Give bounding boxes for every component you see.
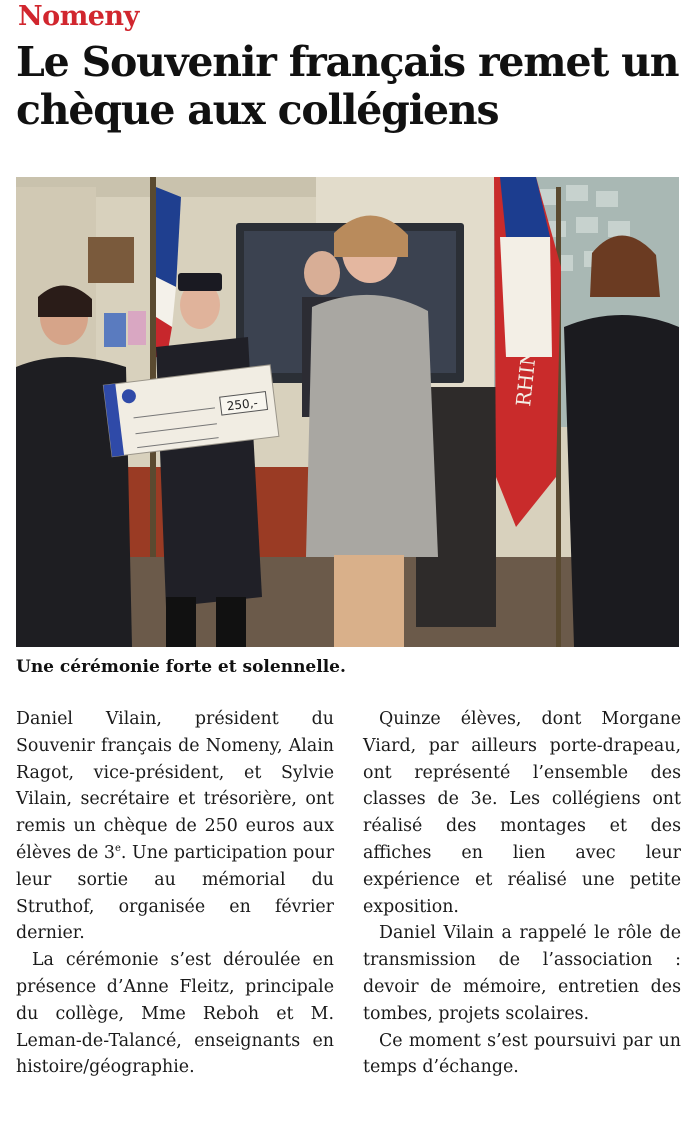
flag-text: RHIN ET DA [511,276,549,408]
body-paragraph-2: La cérémonie s’est déroulée en présence d’Anne Fleitz, principale du collège, Mme Reboh et M. Leman-de-Talancé, enseignants en histoire/géographie. [16,950,334,1078]
photo-caption: Une cérémonie forte et solennelle. [16,657,346,677]
body-paragraph-5: Ce moment s’est poursuivi par un temps d’échange. [363,1030,681,1078]
cheque-amount: 250,- [226,395,259,414]
article-column-right [363,706,681,1081]
section-kicker: Nomeny [18,1,139,32]
article-headline: Le Souvenir français remet un chèque aux collégiens [16,38,679,134]
article-column-left [16,706,334,1081]
body-paragraph-1: Daniel Vilain, président du Souvenir français de Nomeny, Alain Ragot, vice-président, et Sylvie Vilain, secrétaire et trésorière, ont remis un chèque de 250 euros aux élèves de 3e. Une participation pour leur sortie au mémorial du Struthof, organisée en février dernier. [16,709,335,944]
article-photo [16,177,679,647]
body-paragraph-3: Quinze élèves, dont Morgane Viard, par ailleurs porte-drapeau, ont représenté l’ensemble des classes de 3e. Les collégiens ont réalisé des montages et des affiches en lien avec leur expérience et réalisé une petite exposition. [363,709,681,917]
body-paragraph-4: Daniel Vilain a rappelé le rôle de transmission de l’association : devoir de mémoire, entretien des tombes, projets scolaires. [363,923,681,1024]
